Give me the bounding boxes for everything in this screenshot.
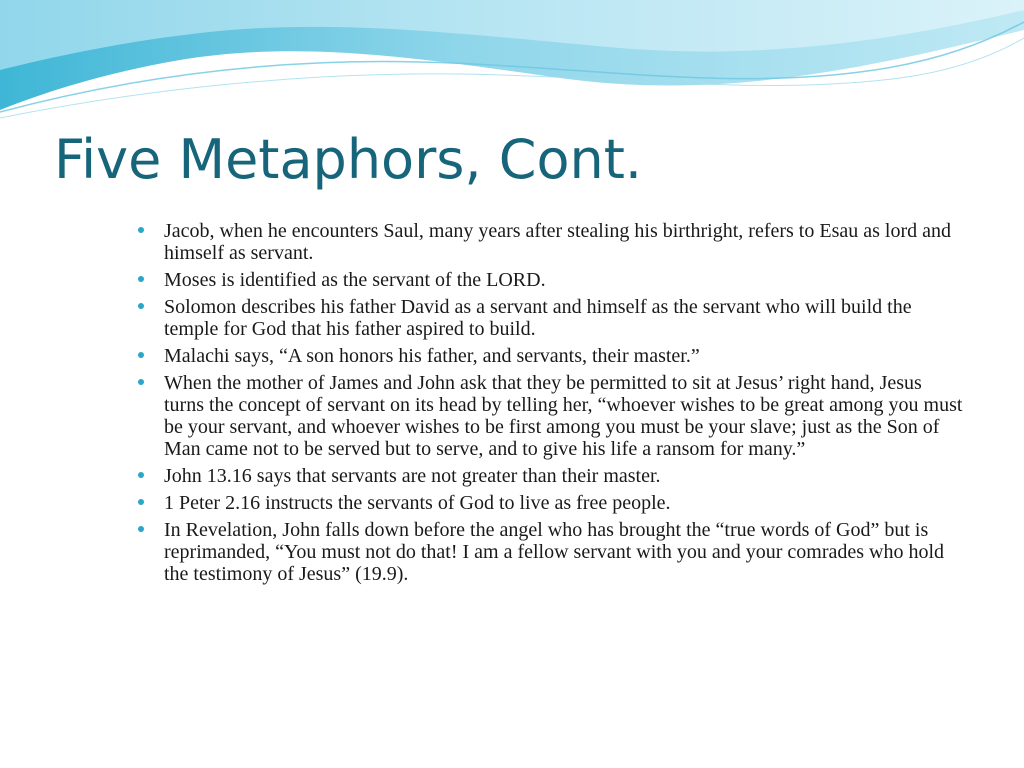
- wave-header-decoration: [0, 0, 1024, 130]
- bullet-icon: [138, 526, 144, 532]
- bullet-text: 1 Peter 2.16 instructs the servants of God to live as free people.: [164, 492, 671, 514]
- slide-title: Five Metaphors, Cont.: [54, 128, 643, 191]
- bullet-item: [136, 345, 966, 367]
- bullet-item: [136, 220, 966, 264]
- bullet-text: In Revelation, John falls down before the angel who has brought the “true words of God” but is reprimanded, “You must not do that! I am a fellow servant with you and your comrades who hold the testimony of Jesus” (19.9).: [164, 519, 945, 585]
- bullet-icon: [138, 379, 144, 385]
- bullet-icon: [138, 303, 144, 309]
- bullet-icon: [138, 227, 144, 233]
- bullet-list: [136, 220, 966, 585]
- slide-content: [136, 220, 966, 590]
- bullet-icon: [138, 472, 144, 478]
- bullet-item: [136, 519, 966, 585]
- bullet-text: Moses is identified as the servant of the LORD.: [164, 269, 546, 291]
- bullet-icon: [138, 499, 144, 505]
- bullet-item: [136, 372, 966, 460]
- bullet-text: Solomon describes his father David as a servant and himself as the servant who will build the temple for God that his father aspired to build.: [164, 296, 912, 340]
- bullet-text: When the mother of James and John ask that they be permitted to sit at Jesus’ right hand, Jesus turns the concept of servant on its head by telling her, “whoever wishes to be great among you must be your servant, and whoever wishes to be first among you must be your slave; just as the Son of Man came not to be served but to serve, and to give his life a ransom for many.”: [164, 372, 963, 460]
- bullet-text: Jacob, when he encounters Saul, many years after stealing his birthright, refers to Esau as lord and himself as servant.: [164, 220, 951, 264]
- bullet-item: [136, 296, 966, 340]
- bullet-icon: [138, 352, 144, 358]
- bullet-text: John 13.16 says that servants are not greater than their master.: [164, 465, 661, 487]
- bullet-item: [136, 492, 966, 514]
- bullet-item: [136, 269, 966, 291]
- bullet-text: Malachi says, “A son honors his father, and servants, their master.”: [164, 345, 700, 367]
- bullet-item: [136, 465, 966, 487]
- bullet-icon: [138, 276, 144, 282]
